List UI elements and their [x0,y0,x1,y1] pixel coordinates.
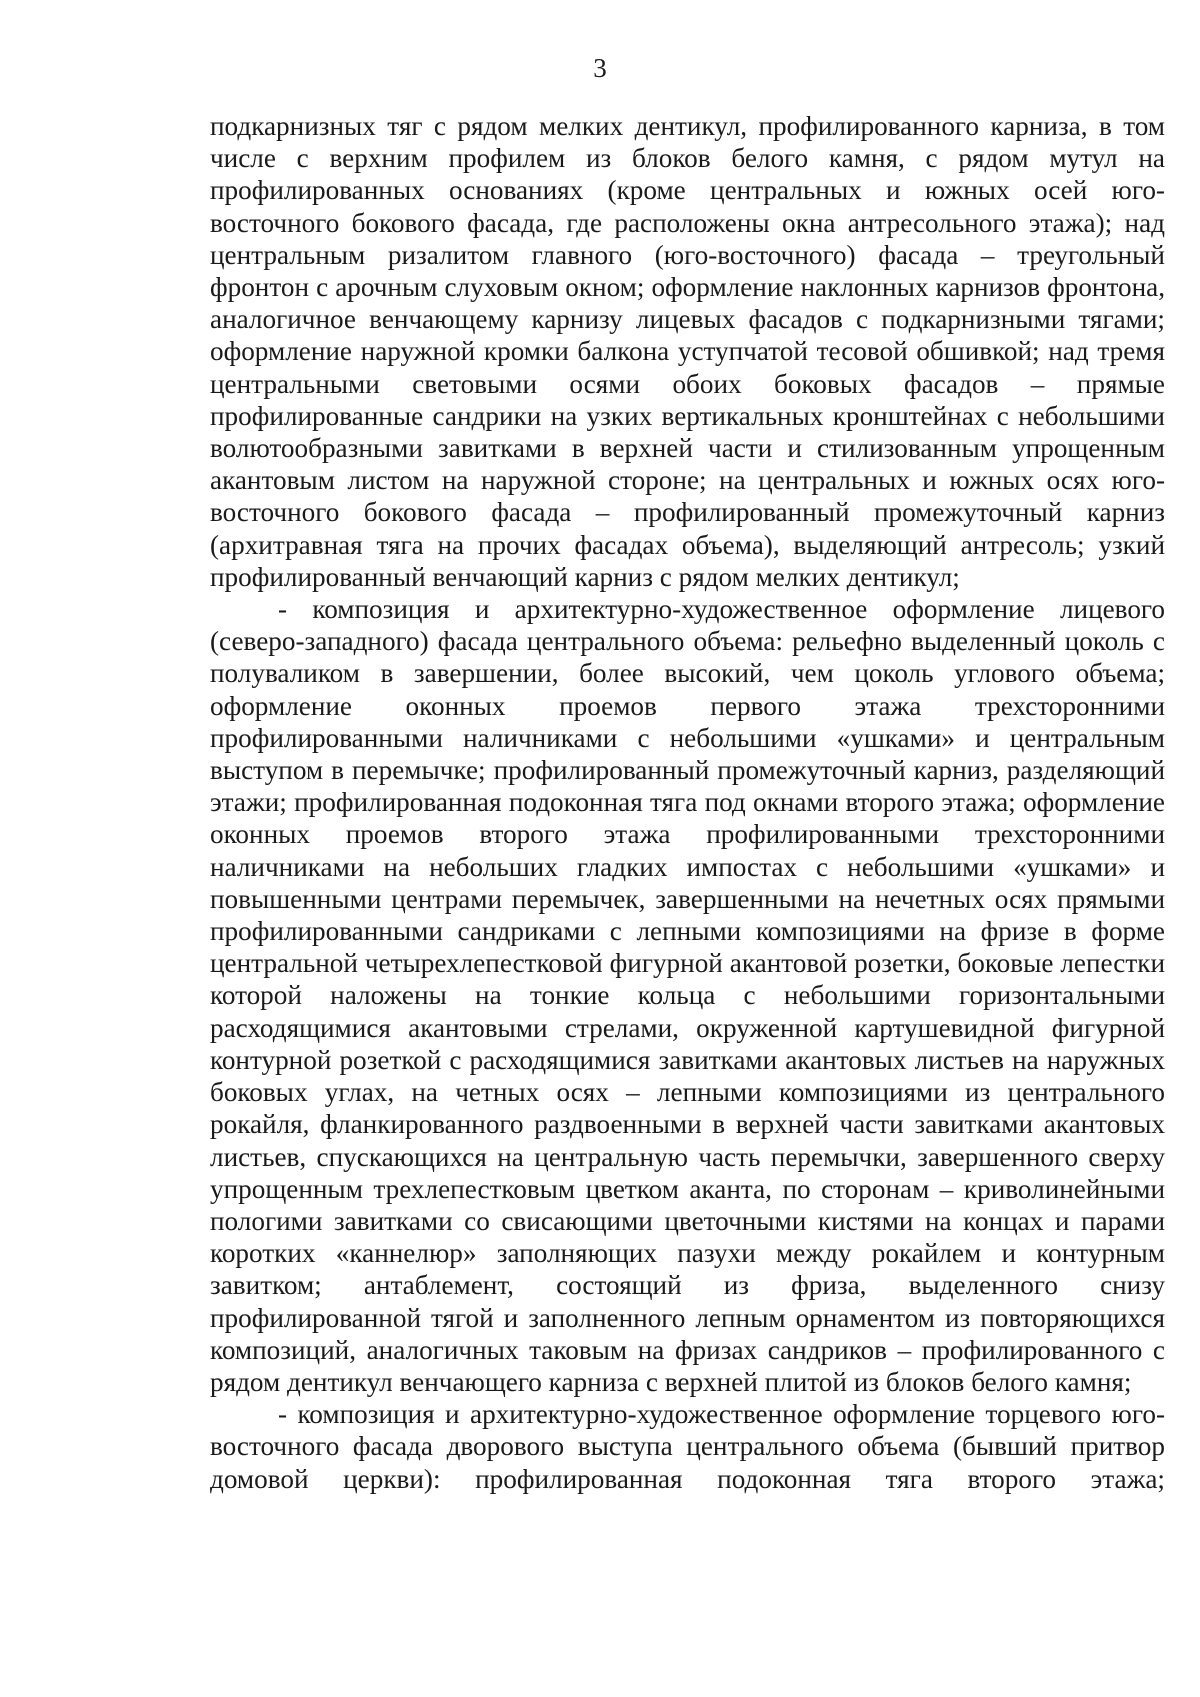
paragraph-northwest-facade: - композиция и архитектурно-художественное оформление лицевого (северо-западного) фасада центрального объема: рельефно выделенный цоколь с полуваликом в завершении, более высокий, чем цоколь углового объема; оформление оконных проемов первого этажа трехсторонними профилированными наличниками с небольшими «ушками» и центральным выступом в перемычке; профилированный промежуточный карниз, разделяющий этажи; профилированная подоконная тяга под окнами второго этажа; оформление оконных проемов второго этажа профилированными трехсторонними наличниками на небольших гладких импостах с небольшими «ушками» и повышенными центрами перемычек, завершенными на нечетных осях прямыми профилированными сандриками с лепными композициями на фризе в форме центральной четырехлепестковой фигурной акантовой розетки, боковые лепестки которой наложены на тонкие кольца с небольшими горизонтальными расходящимися акантовыми стрелами, окруженной картушевидной фигурной контурной розеткой с расходящимися завитками акантовых листьев на наружных боковых углах, на четных осях – лепными композициями из центрального рокайля, фланкированного раздвоенными в верхней части завитками акантовых листьев, спускающихся на центральную часть перемычки, завершенного сверху упрощенным трехлепестковым цветком аканта, по сторонам – криволинейными пологими завитками со свисающими цветочными кистями на концах и парами коротких «каннелюр» заполняющих пазухи между рокайлем и контурным завитком; антаблемент, состоящий из фриза, выделенного снизу профилированной тягой и заполненного лепным орнаментом из повторяющихся композиций, аналогичных таковым на фризах сандриков – профилированного с рядом дентикул венчающего карниза с верхней плитой из блоков белого камня; [210,594,1165,1397]
paragraph-southeast-facade: - композиция и архитектурно-художественное оформление торцевого юго-восточного фасада дворового выступа центрального объема (бывший притвор домовой церкви): профилированная подоконная тяга второго этажа; [210,1399,1165,1494]
page-number: 3 [593,53,607,83]
paragraph-facade-cornices: подкарнизных тяг с рядом мелких дентикул, профилированного карниза, в том числе с верхним профилем из блоков белого камня, с рядом мутул на профилированных основаниях (кроме центральных и южных осей юго-восточного бокового фасада, где расположены окна антресольного этажа); над центральным ризалитом главного (юго-восточного) фасада – треугольный фронтон с арочным слуховым окном; оформление наклонных карнизов фронтона, аналогичное венчающему карнизу лицевых фасадов с подкарнизными тягами; оформление наружной кромки балкона уступчатой тесовой обшивкой; над тремя центральными световыми осями обоих боковых фасадов – прямые профилированные сандрики на узких вертикальных кронштейнах с небольшими волютообразными завитками в верхней части и стилизованным упрощенным акантовым листом на наружной стороне; на центральных и южных осях юго-восточного бокового фасада – профилированный промежуточный карниз (архитравная тяга на прочих фасадах объема), выделяющий антресоль; узкий профилированный венчающий карниз с рядом мелких дентикул; [210,111,1165,592]
document-body [210,110,1165,1495]
